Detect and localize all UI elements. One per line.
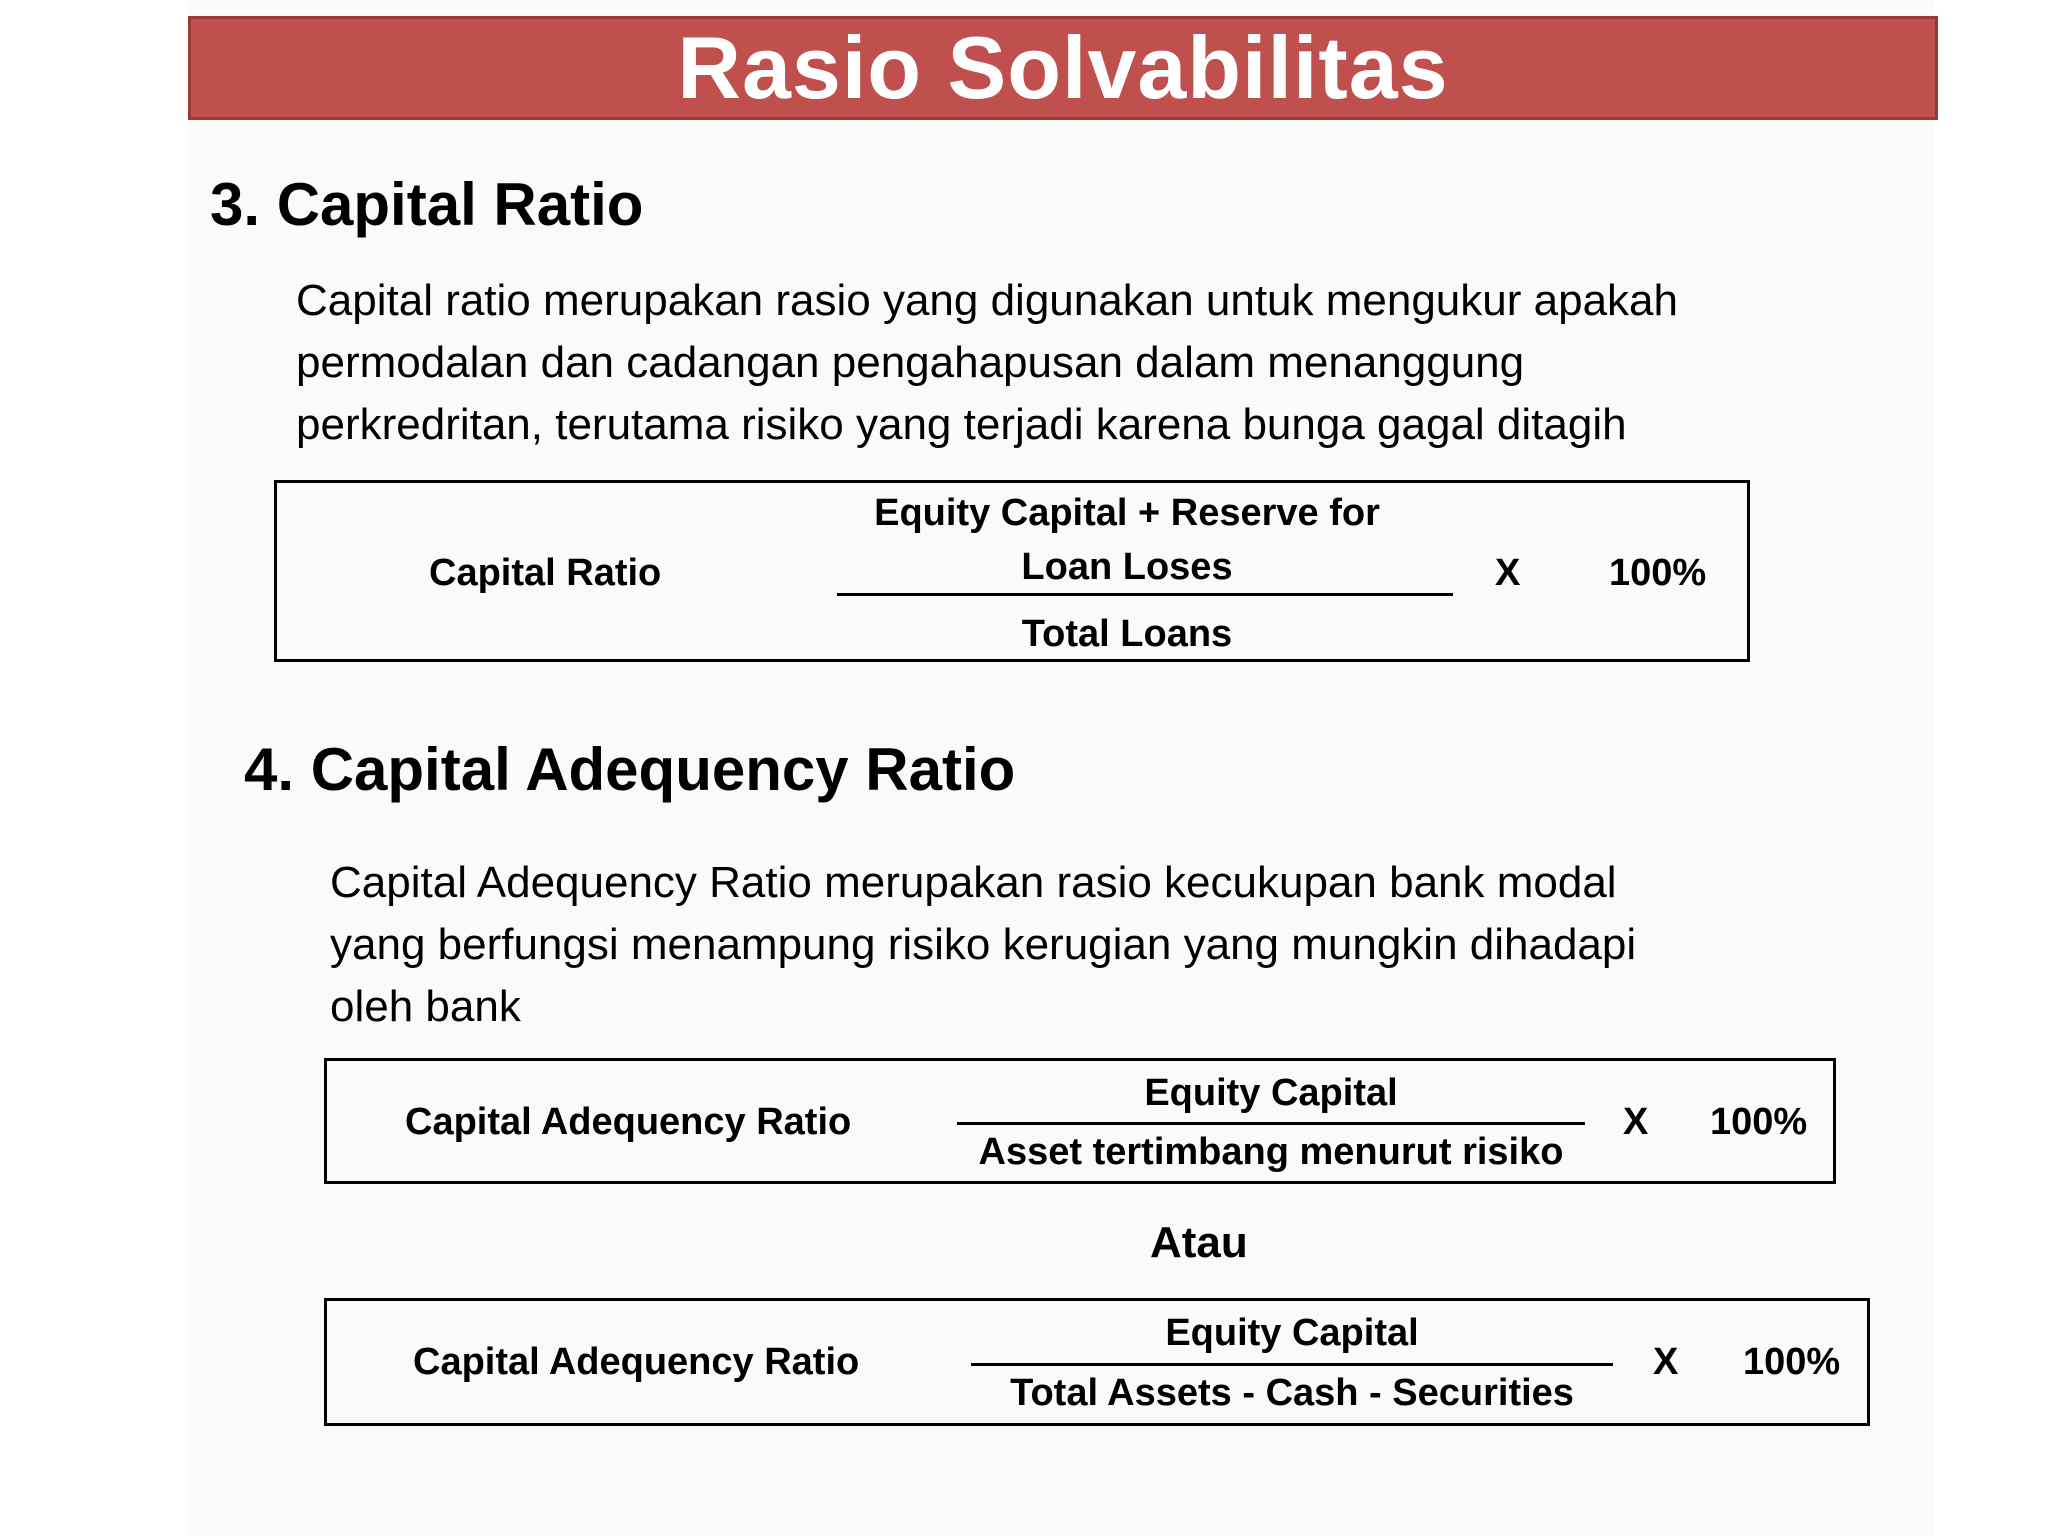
capital-ratio-formula-box bbox=[274, 480, 1750, 662]
slide-title: Rasio Solvabilitas bbox=[677, 18, 1449, 117]
formula-denominator: Asset tertimbang menurut risiko bbox=[978, 1131, 1564, 1173]
multiply-sign: X bbox=[1623, 1101, 1649, 1143]
percent-value: 100% bbox=[1710, 1101, 1808, 1143]
fraction-line bbox=[957, 1122, 1585, 1125]
title-banner bbox=[188, 16, 1938, 120]
capital-ratio-description bbox=[296, 270, 1678, 456]
multiply-sign: X bbox=[1495, 552, 1521, 594]
fraction-line bbox=[971, 1363, 1613, 1366]
formula-numerator: Loan Loses bbox=[1021, 546, 1233, 588]
description-line: Capital Adequency Ratio merupakan rasio kecukupan bank modal bbox=[330, 858, 1617, 907]
multiply-sign: X bbox=[1653, 1341, 1679, 1383]
description-line: yang berfungsi menampung risiko kerugian yang mungkin dihadapi bbox=[330, 920, 1637, 969]
formula-numerator: Equity Capital bbox=[1165, 1312, 1419, 1354]
car-formula-box-2 bbox=[324, 1298, 1870, 1426]
car-formula-box-1 bbox=[324, 1058, 1836, 1184]
car-heading: 4. Capital Adequency Ratio bbox=[244, 736, 1016, 803]
formula-label: Capital Ratio bbox=[429, 552, 662, 594]
formula-numerator: Equity Capital bbox=[1144, 1072, 1398, 1114]
formula-denominator: Total Assets - Cash - Securities bbox=[1010, 1372, 1574, 1414]
formula-label: Capital Adequency Ratio bbox=[413, 1341, 860, 1383]
atau-separator: Atau bbox=[1150, 1218, 1248, 1267]
fraction-line bbox=[837, 593, 1453, 596]
description-line: permodalan dan cadangan pengahapusan dalam menanggung bbox=[296, 338, 1525, 387]
percent-value: 100% bbox=[1743, 1341, 1841, 1383]
percent-value: 100% bbox=[1609, 552, 1707, 594]
formula-label: Capital Adequency Ratio bbox=[405, 1101, 852, 1143]
formula-numerator: Equity Capital + Reserve for bbox=[874, 492, 1380, 534]
formula-denominator: Total Loans bbox=[1021, 613, 1233, 655]
description-line: oleh bank bbox=[330, 982, 521, 1031]
description-line: Capital ratio merupakan rasio yang digunakan untuk mengukur apakah bbox=[296, 276, 1678, 325]
description-line: perkredritan, terutama risiko yang terjadi karena bunga gagal ditagih bbox=[296, 400, 1627, 449]
car-description bbox=[330, 852, 1636, 1038]
capital-ratio-heading: 3. Capital Ratio bbox=[210, 171, 644, 238]
